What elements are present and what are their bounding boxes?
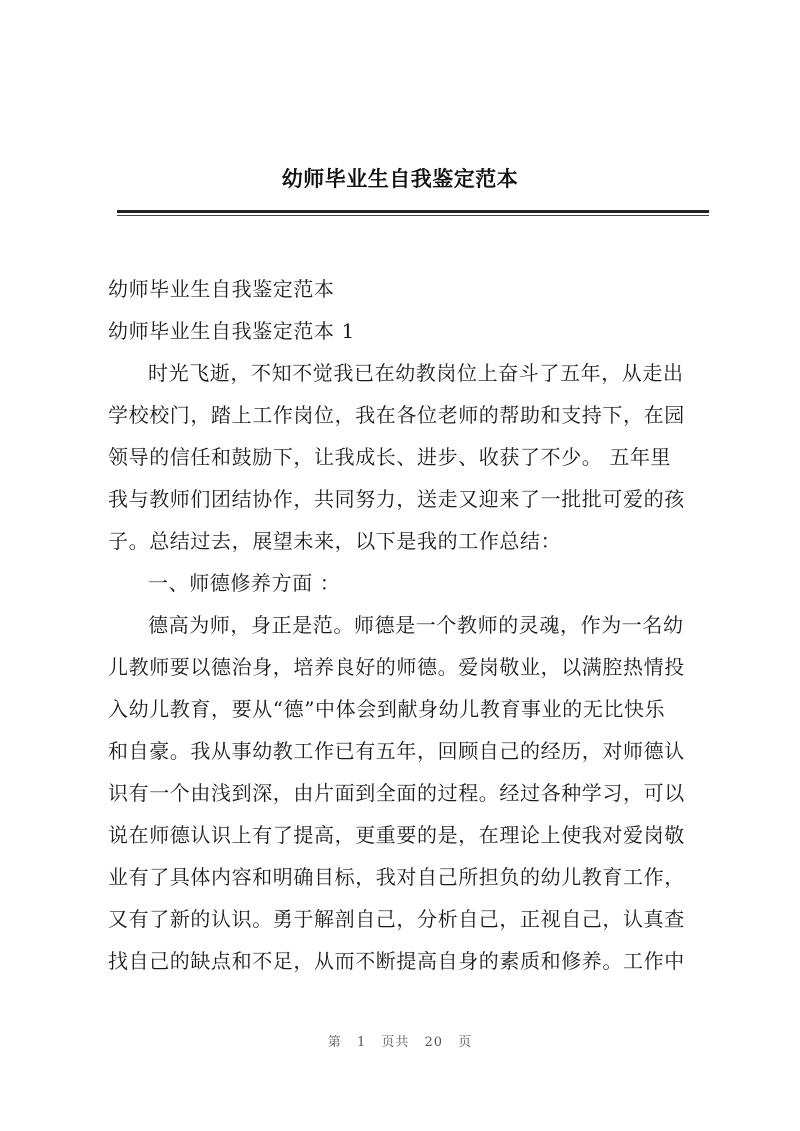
paragraph-line: 说在师德认识上有了提高，更重要的是，在理论上使我对爱岗敬: [108, 823, 685, 847]
paragraph-line: 和自豪。我从事幼教工作已有五年，回顾自己的经历，对师德认: [108, 739, 685, 763]
page-footer: [0, 1031, 800, 1050]
paragraph-line: 我与教师们团结协作，共同努力，送走又迎来了一批批可爱的孩: [108, 487, 685, 511]
title-divider: [117, 210, 709, 213]
title-divider-thin: [117, 215, 709, 216]
paragraph-line: 时光飞逝，不知不觉我已在幼教岗位上奋斗了五年，从走出: [148, 361, 684, 385]
document-body: [108, 268, 710, 982]
page-title: 幼师毕业生自我鉴定范本: [281, 167, 519, 191]
footer-mid: 页共: [381, 1035, 410, 1050]
paragraph-line: 业有了具体内容和明确目标，我对自己所担负的幼儿教育工作，: [108, 865, 685, 889]
paragraph-line: 找自己的缺点和不足，从而不断提高自身的素质和修养。工作中: [108, 949, 685, 973]
paragraph-line: 领导的信任和鼓励下，让我成长、进步、收获了不少。 五年里: [108, 445, 672, 469]
paragraph-line: 又有了新的认识。勇于解剖自己，分析自己，正视自己，认真查: [108, 907, 685, 931]
current-page-number: 1: [356, 1035, 367, 1050]
footer-suffix: 页: [458, 1035, 473, 1050]
paragraph-line: 德高为师，身正是范。师德是一个教师的灵魂，作为一名幼: [148, 613, 684, 637]
paragraph-line: 入幼儿教育，要从“德”中体会到献身幼儿教育事业的无比快乐: [108, 697, 666, 721]
paragraph-line: 儿教师要以德治身，培养良好的师德。爱岗敬业，以满腔热情投: [108, 655, 685, 679]
paragraph-line: 识有一个由浅到深，由片面到全面的过程。经过各种学习，可以: [108, 781, 685, 805]
footer-prefix: 第: [327, 1035, 342, 1050]
doc-heading: 幼师毕业生自我鉴定范本: [108, 277, 335, 301]
doc-subheading: 幼师毕业生自我鉴定范本 1: [108, 319, 355, 343]
section-heading: 一、师德修养方面 ：: [148, 571, 341, 595]
paragraph-line: 子。总结过去，展望未来，以下是我的工作总结：: [108, 529, 562, 553]
paragraph-line: 学校校门，踏上工作岗位，我在各位老师的帮助和支持下，在园: [108, 403, 685, 427]
total-pages-number: 20: [424, 1035, 444, 1050]
